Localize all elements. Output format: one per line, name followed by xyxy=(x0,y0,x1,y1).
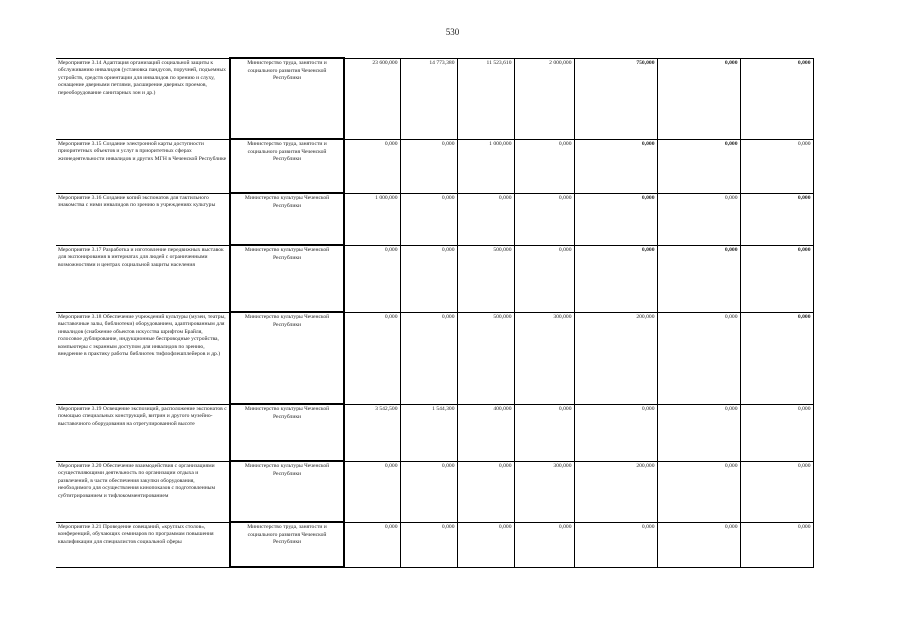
page-number: 530 xyxy=(445,27,460,37)
value-cell: 0,000 xyxy=(740,461,813,522)
executor-cell: Министерство труда, занятости и социального развития Чеченской Республики xyxy=(230,139,344,193)
value-cell: 0,000 xyxy=(514,245,574,312)
value-cell: 750,000 xyxy=(574,58,657,139)
activity-cell: Мероприятие 3.21 Проведение совещаний, «круглых столов», конференций, обучающих семинаров по программам повышения квалификации для специалистов социальной сферы xyxy=(56,522,230,567)
value-cell: 0,000 xyxy=(344,312,400,404)
value-cell: 300,000 xyxy=(514,312,574,404)
value-cell: 0,000 xyxy=(400,522,457,567)
executor-cell: Министерство культуры Чеченской Республики xyxy=(230,193,344,245)
value-cell: 0,000 xyxy=(740,193,813,245)
table-row xyxy=(56,193,813,245)
executor-cell: Министерство культуры Чеченской Республики xyxy=(230,404,344,461)
executor-cell: Министерство труда, занятости и социального развития Чеченской Республики xyxy=(230,58,344,139)
value-cell: 0,000 xyxy=(740,312,813,404)
value-cell: 0,000 xyxy=(514,522,574,567)
value-cell: 0,000 xyxy=(657,193,740,245)
value-cell: 1 000,000 xyxy=(344,193,400,245)
value-cell: 0,000 xyxy=(514,193,574,245)
executor-cell: Министерство культуры Чеченской Республики xyxy=(230,245,344,312)
value-cell: 2 000,000 xyxy=(514,58,574,139)
value-cell: 3 542,500 xyxy=(344,404,400,461)
value-cell: 11 523,610 xyxy=(457,58,514,139)
value-cell: 200,000 xyxy=(574,461,657,522)
executor-cell: Министерство культуры Чеченской Республики xyxy=(230,312,344,404)
value-cell: 0,000 xyxy=(344,139,400,193)
table-row xyxy=(56,312,813,404)
value-cell: 0,000 xyxy=(457,193,514,245)
value-cell: 400,000 xyxy=(457,404,514,461)
value-cell: 0,000 xyxy=(574,522,657,567)
value-cell: 300,000 xyxy=(514,461,574,522)
value-cell: 0,000 xyxy=(344,461,400,522)
value-cell: 0,000 xyxy=(740,245,813,312)
table-row xyxy=(56,522,813,567)
table-row xyxy=(56,461,813,522)
value-cell: 500,000 xyxy=(457,245,514,312)
value-cell: 23 600,000 xyxy=(344,58,400,139)
value-cell: 0,000 xyxy=(344,245,400,312)
value-cell: 0,000 xyxy=(344,522,400,567)
value-cell: 0,000 xyxy=(657,139,740,193)
value-cell: 0,000 xyxy=(400,193,457,245)
value-cell: 0,000 xyxy=(514,404,574,461)
activity-cell: Мероприятие 3.14 Адаптация организаций социальной защиты к обслуживанию инвалидов (установка пандусов, поручней, подъемных устройств, средств ориентации для инвалидов по зрению и слуху, оснащение дверными петлями, расширение дверных проемов, переоборудование санитарных зон и др.) xyxy=(56,58,230,139)
budget-table xyxy=(56,57,814,568)
table-row xyxy=(56,245,813,312)
value-cell: 0,000 xyxy=(574,193,657,245)
table-row xyxy=(56,404,813,461)
executor-cell: Министерство культуры Чеченской Республики xyxy=(230,461,344,522)
value-cell: 0,000 xyxy=(740,404,813,461)
value-cell: 0,000 xyxy=(400,245,457,312)
value-cell: 0,000 xyxy=(514,139,574,193)
activity-cell: Мероприятие 3.17 Разработка и изготовление передвижных выставок для экспонирования в интернатах для людей с ограниченными возможностями и центрах социальной защиты населения xyxy=(56,245,230,312)
activity-cell: Мероприятие 3.19 Освещение экспозиций, расположение экспонатов с помощью специальных конструкций, витрин и другого музейно-выставочного оборудования на отрегулированной высоте xyxy=(56,404,230,461)
value-cell: 0,000 xyxy=(657,404,740,461)
value-cell: 0,000 xyxy=(457,461,514,522)
value-cell: 0,000 xyxy=(457,522,514,567)
value-cell: 0,000 xyxy=(400,312,457,404)
value-cell: 0,000 xyxy=(740,58,813,139)
value-cell: 0,000 xyxy=(740,522,813,567)
value-cell: 0,000 xyxy=(657,461,740,522)
value-cell: 0,000 xyxy=(657,58,740,139)
executor-cell: Министерство труда, занятости и социального развития Чеченской Республики xyxy=(230,522,344,567)
value-cell: 14 773,380 xyxy=(400,58,457,139)
value-cell: 0,000 xyxy=(657,312,740,404)
value-cell: 0,000 xyxy=(400,461,457,522)
table-row xyxy=(56,139,813,193)
value-cell: 0,000 xyxy=(657,245,740,312)
value-cell: 500,000 xyxy=(457,312,514,404)
value-cell: 0,000 xyxy=(400,139,457,193)
activity-cell: Мероприятие 3.15 Создание электронной карты доступности приоритетных объектов и услуг в приоритетных сферах жизнедеятельности инвалидов и других МГН в Чеченской Республике xyxy=(56,139,230,193)
value-cell: 0,000 xyxy=(657,522,740,567)
activity-cell: Мероприятие 3.16 Создание копий экспонатов для тактильного знакомства с ними инвалидов по зрению в учреждениях культуры xyxy=(56,193,230,245)
activity-cell: Мероприятие 3.18 Обеспечение учреждений культуры (музеи, театры, выставочные залы, библиотеки) оборудованием, адаптированным для инвалидов (снабжение объектов искусства шрифтом Брайля, голосовое дублирование, индукционные беспроводные устройства, компьютеры с экранным доступом для инвалидов по зрению, внедрение в практику работы библиотек тифлофлешплейеров и др.) xyxy=(56,312,230,404)
value-cell: 1 000,000 xyxy=(457,139,514,193)
value-cell: 0,000 xyxy=(574,139,657,193)
value-cell: 200,000 xyxy=(574,312,657,404)
value-cell: 0,000 xyxy=(574,245,657,312)
value-cell: 1 544,300 xyxy=(400,404,457,461)
table-row xyxy=(56,58,813,139)
activity-cell: Мероприятие 3.20 Обеспечение взаимодействия с организациями осуществляющими деятельность по организации отдыха и развлечений, в части обеспечения закупки оборудования, необходимого для осуществления кинопоказов с подготовленным субтитрированием и тифлокомментированием xyxy=(56,461,230,522)
value-cell: 0,000 xyxy=(574,404,657,461)
value-cell: 0,000 xyxy=(740,139,813,193)
